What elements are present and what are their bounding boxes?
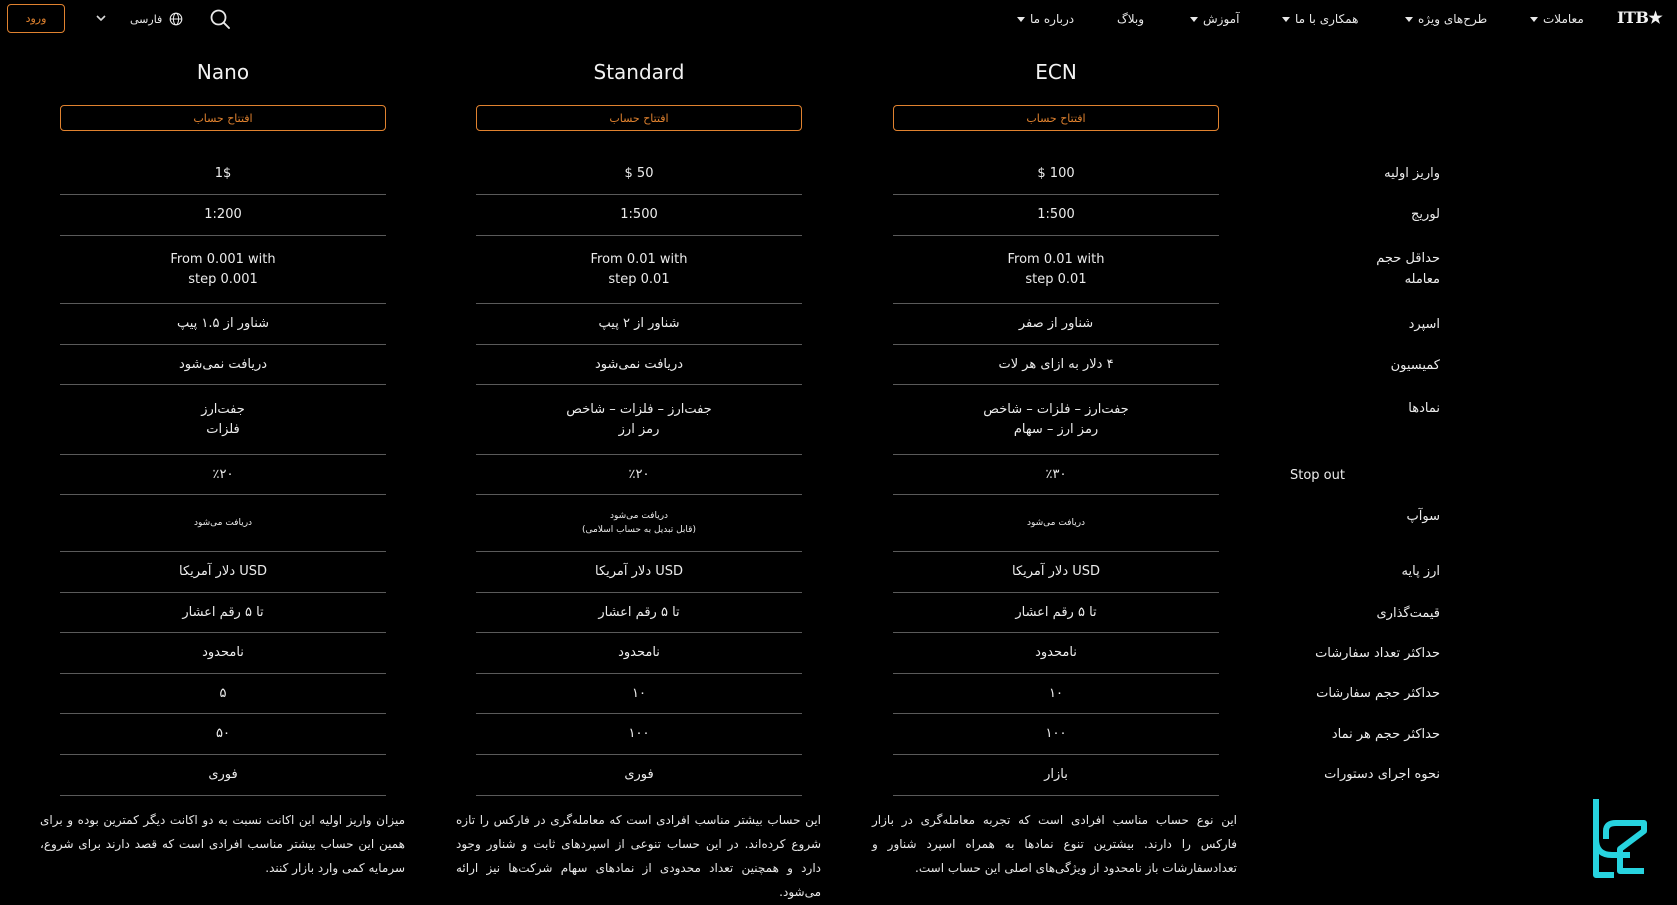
plan-cell: From 0.01 with step 0.01 <box>893 236 1219 304</box>
plan-cell: فوری <box>60 755 386 796</box>
open-account-button-ecn[interactable]: افتتاح حساب <box>893 105 1219 131</box>
row-label: حداکثر حجم هر نماد <box>1331 727 1440 742</box>
nav-partnership[interactable]: همکاری با ما <box>1282 9 1358 29</box>
row-label: حداکثر تعداد سفارشات <box>1315 646 1440 661</box>
plan-cell: 1$ <box>60 153 386 195</box>
caret-down-icon <box>1190 17 1198 22</box>
plan-cell: دریافت نمی‌شود <box>60 345 386 385</box>
nav-special-plans[interactable]: طرح‌های ویژه <box>1405 9 1487 29</box>
caret-down-icon <box>1282 17 1290 22</box>
caret-down-icon <box>1017 17 1025 22</box>
plan-cell: جفت‌ارز – فلزات – شاخص رمز ارز <box>476 385 802 455</box>
plan-description-nano: میزان واریز اولیه این اکانت نسبت به دو اکانت دیگر کمترین بوده و برای همین این حساب بیشتر مناسب افرادی است که قصد دارند برای شروع، سرمایه کمی وارد بازار کنند. <box>40 813 405 875</box>
plan-cell: شناور از ۲ پیپ <box>476 304 802 345</box>
globe-icon <box>169 12 183 26</box>
plan-cell: 1:500 <box>893 195 1219 236</box>
plan-cell: فوری <box>476 755 802 796</box>
plan-cell: شناور از صفر <box>893 304 1219 345</box>
row-label: نحوه اجرای دستورات <box>1324 767 1440 782</box>
chevron-down-icon[interactable] <box>94 11 108 25</box>
plan-cell: شناور از ۱.۵ پیپ <box>60 304 386 345</box>
login-button[interactable]: ورود <box>7 4 65 33</box>
plan-cell: نامحدود <box>60 633 386 674</box>
language-selector[interactable] <box>130 9 183 29</box>
plan-cell: ٪۳۰ <box>893 455 1219 495</box>
plan-cell: بازار <box>893 755 1219 796</box>
plan-cell: From 0.01 with step 0.01 <box>476 236 802 304</box>
nav-about[interactable]: درباره ما <box>1017 9 1074 29</box>
plan-cell: ۵ <box>60 674 386 714</box>
nav-trading[interactable]: معاملات <box>1530 9 1584 29</box>
nav-blog[interactable]: وبلاگ <box>1117 12 1145 26</box>
row-label: حداکثر حجم سفارشات <box>1316 686 1440 701</box>
plan-cell: ٪۲۰ <box>476 455 802 495</box>
plan-cell: دریافت نمی‌شود <box>476 345 802 385</box>
plan-cell: تا ۵ رقم اعشار <box>60 593 386 633</box>
row-label: کمیسیون <box>1390 358 1440 373</box>
row-label: حداقل حجم معامله <box>1376 251 1440 287</box>
plan-cell: ۱۰ <box>476 674 802 714</box>
brand-mark-icon <box>1590 795 1650 879</box>
plan-cell: تا ۵ رقم اعشار <box>476 593 802 633</box>
site-logo[interactable]: ITB★ <box>1617 8 1663 27</box>
plan-cell: 1:500 <box>476 195 802 236</box>
row-label: واریز اولیه <box>1384 166 1440 181</box>
plan-title-standard: Standard <box>593 60 685 84</box>
row-label: قیمت‌گذاری <box>1376 606 1440 621</box>
open-account-button-nano[interactable]: افتتاح حساب <box>60 105 386 131</box>
plan-cell: ۴ دلار به ازای هر لات <box>893 345 1219 385</box>
caret-down-icon <box>1405 17 1413 22</box>
plan-title-ecn: ECN <box>1035 60 1077 84</box>
row-label: سوآپ <box>1406 509 1440 524</box>
plan-cell: ۱۰ <box>893 674 1219 714</box>
plan-cell: $ 100 <box>893 153 1219 195</box>
top-navigation-bar <box>0 0 1677 38</box>
plan-cell: USD دلار آمریکا <box>60 552 386 593</box>
plan-cell: USD دلار آمریکا <box>476 552 802 593</box>
plan-cell: نامحدود <box>476 633 802 674</box>
row-label: Stop out <box>1290 468 1345 483</box>
plan-cell: $ 50 <box>476 153 802 195</box>
plan-cell: ۱۰۰ <box>476 714 802 755</box>
plan-cell: From 0.001 with step 0.001 <box>60 236 386 304</box>
plan-cell: USD دلار آمریکا <box>893 552 1219 593</box>
plan-cell: ٪۲۰ <box>60 455 386 495</box>
plan-cell: ۱۰۰ <box>893 714 1219 755</box>
row-label: لوریج <box>1411 207 1440 222</box>
open-account-button-standard[interactable]: افتتاح حساب <box>476 105 802 131</box>
plan-cell: جفت‌ارز فلزات <box>60 385 386 455</box>
plan-cell: دریافت می‌شود <box>60 495 386 552</box>
language-label: فارسی <box>130 12 163 26</box>
row-label: نمادها <box>1408 401 1440 416</box>
caret-down-icon <box>1530 17 1538 22</box>
row-label: اسپرد <box>1408 317 1440 332</box>
plan-description-standard: این حساب بیشتر مناسب افرادی است که معامله‌گری در فارکس را تازه شروع کرده‌اند. در این حساب تنوعی از اسپردهای ثابت و شناور وجود دارد و همچنین تعداد محدودی از نمادهای سهام شرکت‌ها نیز ارائه می‌شود. <box>456 813 821 899</box>
plan-cell: دریافت می‌شود (قابل تبدیل به حساب اسلامی) <box>476 495 802 552</box>
plan-description-ecn: این نوع حساب مناسب افرادی است که تجربه معامله‌گری در بازار فارکس را دارند. بیشترین تنوع نمادها به همراه اسپرد شناور و تعدادسفارشات باز نامحدود از ویژگی‌های اصلی این حساب است. <box>872 813 1237 875</box>
plan-cell: ۵۰ <box>60 714 386 755</box>
nav-education[interactable]: آموزش <box>1190 9 1239 29</box>
plan-cell: تا ۵ رقم اعشار <box>893 593 1219 633</box>
plan-cell: دریافت می‌شود <box>893 495 1219 552</box>
plan-cell: 1:200 <box>60 195 386 236</box>
plan-title-nano: Nano <box>196 60 250 84</box>
plan-cell: نامحدود <box>893 633 1219 674</box>
search-icon[interactable] <box>209 8 231 30</box>
plan-cell: جفت‌ارز – فلزات – شاخص رمز ارز – سهام <box>893 385 1219 455</box>
row-label: ارز پایه <box>1401 564 1440 579</box>
